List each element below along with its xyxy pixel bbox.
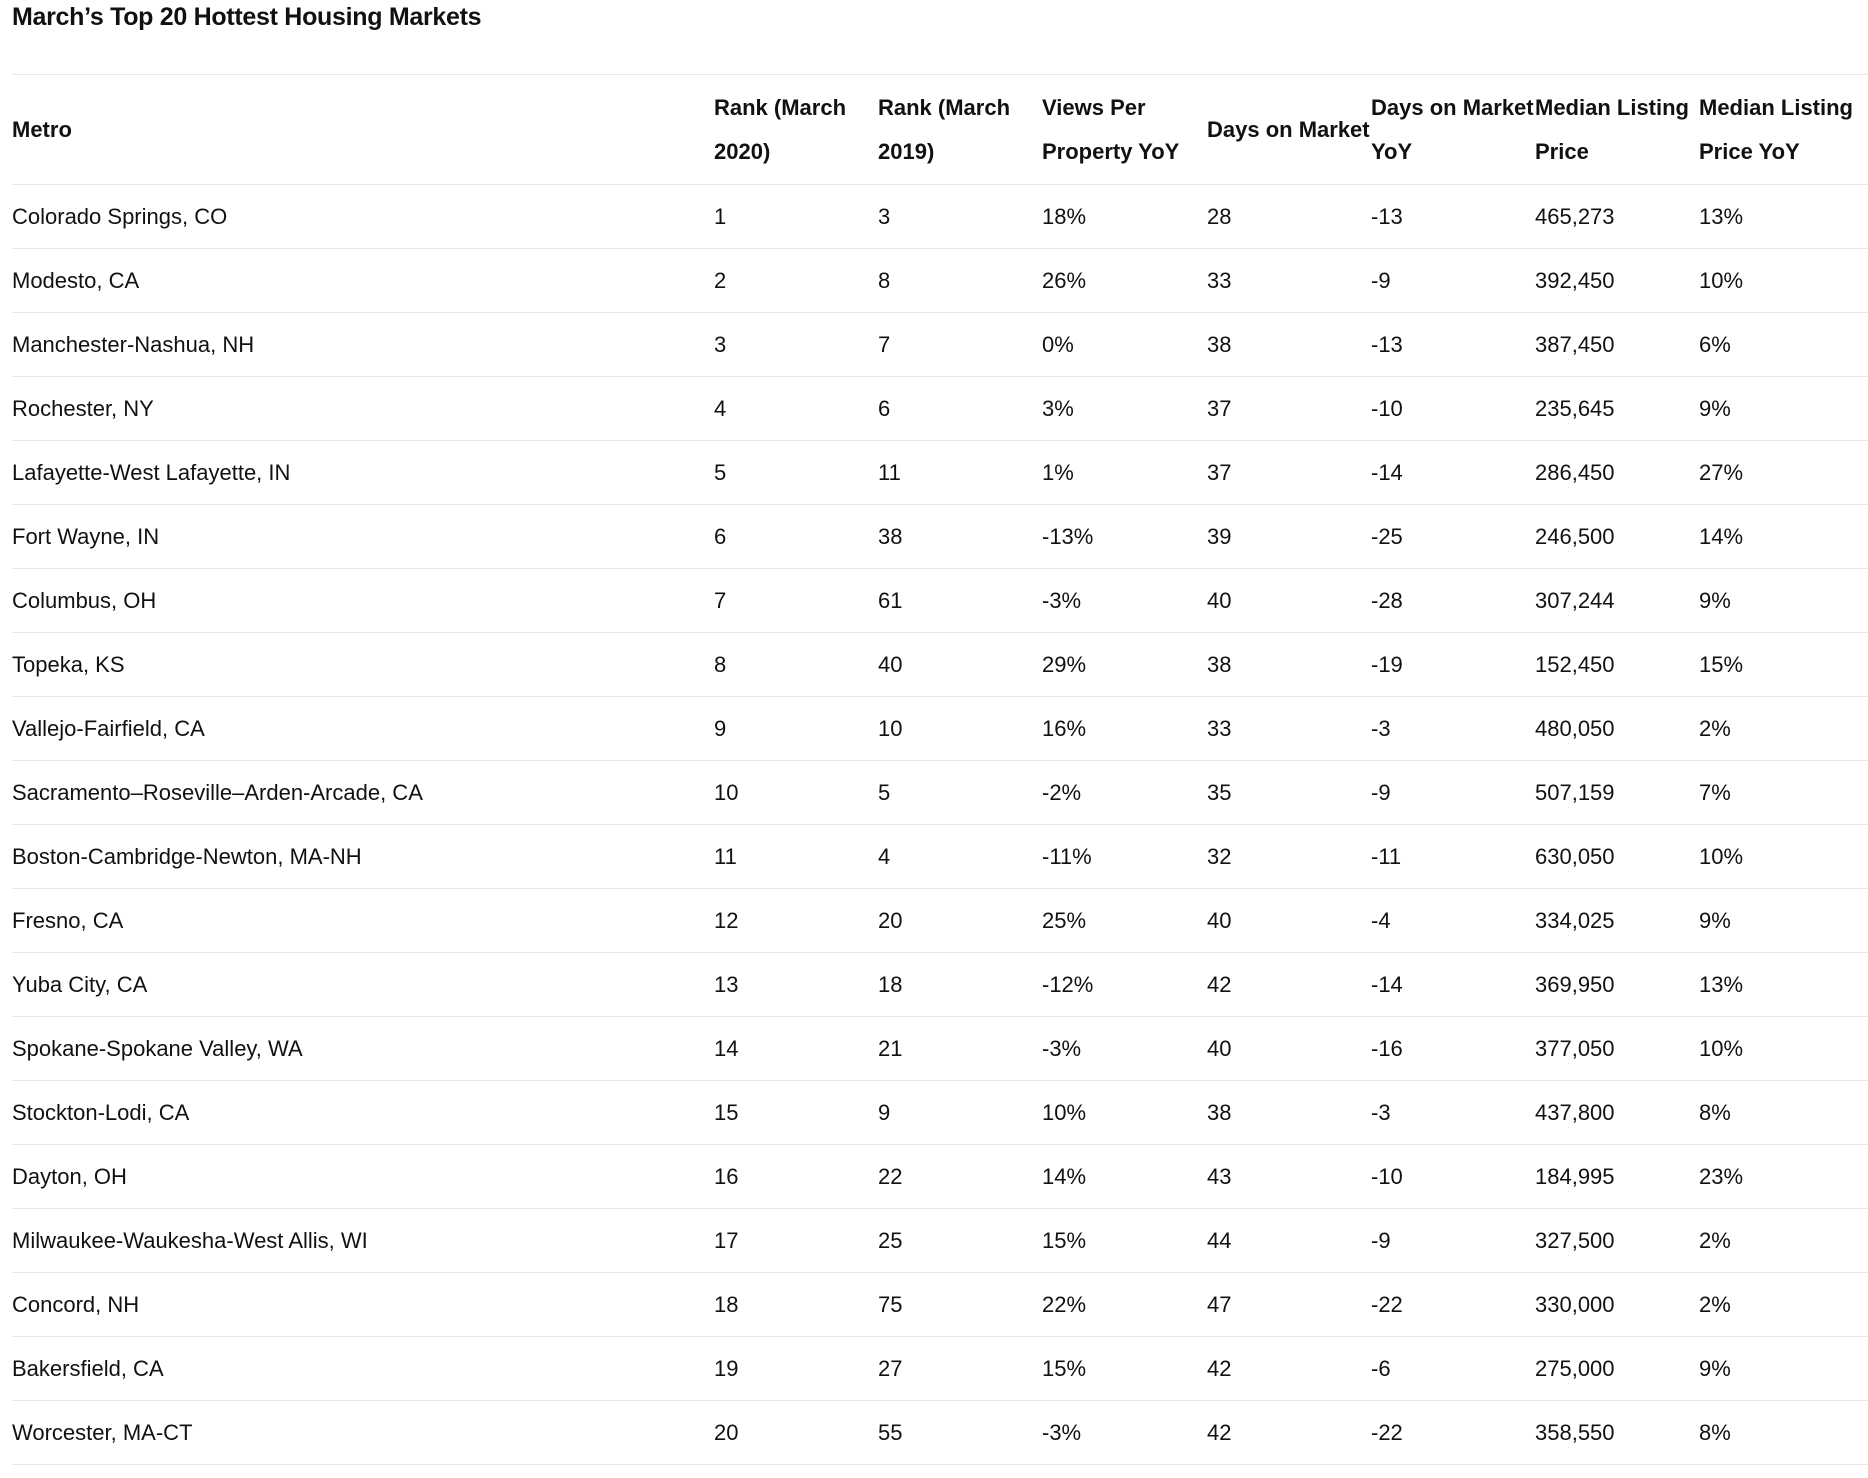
cell-rank-2020: 4 bbox=[714, 377, 878, 441]
cell-metro: Modesto, CA bbox=[12, 249, 714, 313]
cell-median-price-yoy: 6% bbox=[1699, 313, 1868, 377]
table-row bbox=[12, 505, 1868, 569]
cell-views-yoy: 18% bbox=[1042, 185, 1207, 249]
cell-rank-2019: 9 bbox=[878, 1081, 1042, 1145]
cell-median-price-yoy: 8% bbox=[1699, 1401, 1868, 1465]
table-row bbox=[12, 1337, 1868, 1401]
cell-rank-2020: 3 bbox=[714, 313, 878, 377]
cell-days-on-market: 28 bbox=[1207, 185, 1371, 249]
cell-rank-2019: 27 bbox=[878, 1337, 1042, 1401]
cell-median-price: 152,450 bbox=[1535, 633, 1699, 697]
cell-metro: Milwaukee-Waukesha-West Allis, WI bbox=[12, 1209, 714, 1273]
cell-days-on-market-yoy: -6 bbox=[1371, 1337, 1535, 1401]
cell-days-on-market: 42 bbox=[1207, 1337, 1371, 1401]
column-header-median-price-yoy: Median Listing Price YoY bbox=[1699, 75, 1868, 185]
cell-days-on-market: 43 bbox=[1207, 1145, 1371, 1209]
cell-rank-2020: 5 bbox=[714, 441, 878, 505]
cell-median-price-yoy: 23% bbox=[1699, 1145, 1868, 1209]
cell-days-on-market: 42 bbox=[1207, 953, 1371, 1017]
cell-days-on-market-yoy: -28 bbox=[1371, 569, 1535, 633]
cell-median-price: 392,450 bbox=[1535, 249, 1699, 313]
cell-rank-2019: 22 bbox=[878, 1145, 1042, 1209]
cell-days-on-market-yoy: -4 bbox=[1371, 889, 1535, 953]
cell-median-price: 358,550 bbox=[1535, 1401, 1699, 1465]
table-row bbox=[12, 825, 1868, 889]
cell-rank-2019: 4 bbox=[878, 825, 1042, 889]
cell-days-on-market-yoy: -10 bbox=[1371, 1145, 1535, 1209]
table-row bbox=[12, 185, 1868, 249]
cell-days-on-market-yoy: -16 bbox=[1371, 1017, 1535, 1081]
cell-metro: Vallejo-Fairfield, CA bbox=[12, 697, 714, 761]
cell-days-on-market-yoy: -3 bbox=[1371, 1081, 1535, 1145]
table-row bbox=[12, 1209, 1868, 1273]
cell-views-yoy: -11% bbox=[1042, 825, 1207, 889]
cell-days-on-market-yoy: -11 bbox=[1371, 825, 1535, 889]
cell-rank-2019: 6 bbox=[878, 377, 1042, 441]
cell-median-price: 507,159 bbox=[1535, 761, 1699, 825]
cell-rank-2019: 38 bbox=[878, 505, 1042, 569]
cell-rank-2020: 18 bbox=[714, 1273, 878, 1337]
cell-median-price: 437,800 bbox=[1535, 1081, 1699, 1145]
cell-rank-2020: 20 bbox=[714, 1401, 878, 1465]
cell-days-on-market: 37 bbox=[1207, 441, 1371, 505]
cell-views-yoy: -13% bbox=[1042, 505, 1207, 569]
cell-median-price: 377,050 bbox=[1535, 1017, 1699, 1081]
cell-days-on-market: 32 bbox=[1207, 825, 1371, 889]
cell-metro: Dayton, OH bbox=[12, 1145, 714, 1209]
cell-days-on-market: 40 bbox=[1207, 1017, 1371, 1081]
cell-views-yoy: 26% bbox=[1042, 249, 1207, 313]
cell-days-on-market-yoy: -22 bbox=[1371, 1273, 1535, 1337]
cell-views-yoy: -12% bbox=[1042, 953, 1207, 1017]
cell-rank-2019: 61 bbox=[878, 569, 1042, 633]
cell-median-price-yoy: 15% bbox=[1699, 633, 1868, 697]
table-row bbox=[12, 953, 1868, 1017]
cell-median-price-yoy: 14% bbox=[1699, 505, 1868, 569]
cell-metro: Topeka, KS bbox=[12, 633, 714, 697]
cell-rank-2019: 55 bbox=[878, 1401, 1042, 1465]
cell-rank-2019: 25 bbox=[878, 1209, 1042, 1273]
table-row bbox=[12, 1145, 1868, 1209]
cell-days-on-market-yoy: -14 bbox=[1371, 953, 1535, 1017]
cell-rank-2020: 6 bbox=[714, 505, 878, 569]
cell-views-yoy: -3% bbox=[1042, 569, 1207, 633]
column-header-median-price: Median Listing Price bbox=[1535, 75, 1699, 185]
cell-median-price-yoy: 2% bbox=[1699, 1273, 1868, 1337]
table-row bbox=[12, 697, 1868, 761]
cell-metro: Fort Wayne, IN bbox=[12, 505, 714, 569]
cell-rank-2019: 3 bbox=[878, 185, 1042, 249]
cell-rank-2020: 11 bbox=[714, 825, 878, 889]
cell-metro: Yuba City, CA bbox=[12, 953, 714, 1017]
cell-median-price: 327,500 bbox=[1535, 1209, 1699, 1273]
cell-median-price: 286,450 bbox=[1535, 441, 1699, 505]
cell-median-price: 246,500 bbox=[1535, 505, 1699, 569]
cell-median-price-yoy: 9% bbox=[1699, 569, 1868, 633]
page-title: March’s Top 20 Hottest Housing Markets bbox=[12, 3, 482, 31]
cell-days-on-market-yoy: -19 bbox=[1371, 633, 1535, 697]
cell-median-price-yoy: 7% bbox=[1699, 761, 1868, 825]
table-body bbox=[12, 185, 1868, 1465]
column-header-metro: Metro bbox=[12, 75, 714, 185]
cell-rank-2020: 7 bbox=[714, 569, 878, 633]
cell-median-price: 235,645 bbox=[1535, 377, 1699, 441]
table-header bbox=[12, 75, 1868, 185]
table-row bbox=[12, 1081, 1868, 1145]
cell-rank-2019: 10 bbox=[878, 697, 1042, 761]
cell-views-yoy: 0% bbox=[1042, 313, 1207, 377]
cell-rank-2020: 10 bbox=[714, 761, 878, 825]
table-row bbox=[12, 441, 1868, 505]
housing-markets-table bbox=[12, 74, 1868, 1465]
column-header-days-on-market: Days on Market bbox=[1207, 75, 1371, 185]
cell-median-price-yoy: 2% bbox=[1699, 1209, 1868, 1273]
cell-median-price-yoy: 9% bbox=[1699, 377, 1868, 441]
cell-metro: Bakersfield, CA bbox=[12, 1337, 714, 1401]
cell-days-on-market: 40 bbox=[1207, 889, 1371, 953]
cell-metro: Lafayette-West Lafayette, IN bbox=[12, 441, 714, 505]
cell-rank-2019: 18 bbox=[878, 953, 1042, 1017]
cell-median-price-yoy: 10% bbox=[1699, 825, 1868, 889]
table-row bbox=[12, 1401, 1868, 1465]
cell-views-yoy: 29% bbox=[1042, 633, 1207, 697]
column-header-days-on-market-yoy: Days on Market YoY bbox=[1371, 75, 1535, 185]
header-row bbox=[12, 75, 1868, 185]
cell-metro: Stockton-Lodi, CA bbox=[12, 1081, 714, 1145]
cell-median-price-yoy: 13% bbox=[1699, 185, 1868, 249]
cell-median-price: 184,995 bbox=[1535, 1145, 1699, 1209]
cell-days-on-market-yoy: -9 bbox=[1371, 1209, 1535, 1273]
cell-median-price-yoy: 8% bbox=[1699, 1081, 1868, 1145]
cell-metro: Boston-Cambridge-Newton, MA-NH bbox=[12, 825, 714, 889]
cell-days-on-market-yoy: -14 bbox=[1371, 441, 1535, 505]
cell-views-yoy: 25% bbox=[1042, 889, 1207, 953]
cell-views-yoy: 1% bbox=[1042, 441, 1207, 505]
cell-views-yoy: 22% bbox=[1042, 1273, 1207, 1337]
cell-rank-2019: 40 bbox=[878, 633, 1042, 697]
cell-metro: Concord, NH bbox=[12, 1273, 714, 1337]
cell-days-on-market-yoy: -13 bbox=[1371, 313, 1535, 377]
cell-median-price: 275,000 bbox=[1535, 1337, 1699, 1401]
cell-metro: Spokane-Spokane Valley, WA bbox=[12, 1017, 714, 1081]
cell-metro: Rochester, NY bbox=[12, 377, 714, 441]
cell-metro: Sacramento–Roseville–Arden-Arcade, CA bbox=[12, 761, 714, 825]
cell-days-on-market: 33 bbox=[1207, 249, 1371, 313]
cell-median-price: 630,050 bbox=[1535, 825, 1699, 889]
cell-metro: Manchester-Nashua, NH bbox=[12, 313, 714, 377]
cell-median-price: 465,273 bbox=[1535, 185, 1699, 249]
table-row bbox=[12, 377, 1868, 441]
cell-median-price-yoy: 10% bbox=[1699, 249, 1868, 313]
cell-rank-2019: 21 bbox=[878, 1017, 1042, 1081]
cell-days-on-market: 37 bbox=[1207, 377, 1371, 441]
cell-rank-2020: 1 bbox=[714, 185, 878, 249]
cell-rank-2020: 13 bbox=[714, 953, 878, 1017]
cell-rank-2020: 8 bbox=[714, 633, 878, 697]
cell-median-price-yoy: 9% bbox=[1699, 889, 1868, 953]
cell-rank-2019: 5 bbox=[878, 761, 1042, 825]
cell-views-yoy: 15% bbox=[1042, 1337, 1207, 1401]
cell-median-price-yoy: 10% bbox=[1699, 1017, 1868, 1081]
cell-days-on-market: 44 bbox=[1207, 1209, 1371, 1273]
cell-days-on-market: 40 bbox=[1207, 569, 1371, 633]
cell-days-on-market-yoy: -9 bbox=[1371, 249, 1535, 313]
table-row bbox=[12, 889, 1868, 953]
cell-days-on-market-yoy: -25 bbox=[1371, 505, 1535, 569]
cell-metro: Fresno, CA bbox=[12, 889, 714, 953]
cell-rank-2019: 75 bbox=[878, 1273, 1042, 1337]
cell-median-price: 387,450 bbox=[1535, 313, 1699, 377]
column-header-rank-2019: Rank (March 2019) bbox=[878, 75, 1042, 185]
cell-rank-2020: 15 bbox=[714, 1081, 878, 1145]
cell-days-on-market: 39 bbox=[1207, 505, 1371, 569]
cell-views-yoy: -3% bbox=[1042, 1401, 1207, 1465]
cell-rank-2020: 9 bbox=[714, 697, 878, 761]
cell-days-on-market-yoy: -3 bbox=[1371, 697, 1535, 761]
table-row bbox=[12, 249, 1868, 313]
cell-median-price-yoy: 2% bbox=[1699, 697, 1868, 761]
cell-median-price: 480,050 bbox=[1535, 697, 1699, 761]
cell-days-on-market-yoy: -9 bbox=[1371, 761, 1535, 825]
cell-median-price-yoy: 13% bbox=[1699, 953, 1868, 1017]
cell-days-on-market: 38 bbox=[1207, 1081, 1371, 1145]
column-header-rank-2020: Rank (March 2020) bbox=[714, 75, 878, 185]
table-row bbox=[12, 1017, 1868, 1081]
cell-rank-2020: 14 bbox=[714, 1017, 878, 1081]
cell-views-yoy: 3% bbox=[1042, 377, 1207, 441]
cell-views-yoy: 16% bbox=[1042, 697, 1207, 761]
cell-rank-2019: 8 bbox=[878, 249, 1042, 313]
cell-median-price: 330,000 bbox=[1535, 1273, 1699, 1337]
cell-rank-2020: 17 bbox=[714, 1209, 878, 1273]
cell-rank-2020: 16 bbox=[714, 1145, 878, 1209]
table-row bbox=[12, 761, 1868, 825]
cell-views-yoy: -3% bbox=[1042, 1017, 1207, 1081]
table-row bbox=[12, 313, 1868, 377]
cell-median-price: 307,244 bbox=[1535, 569, 1699, 633]
cell-metro: Colorado Springs, CO bbox=[12, 185, 714, 249]
table-row bbox=[12, 633, 1868, 697]
cell-days-on-market: 35 bbox=[1207, 761, 1371, 825]
cell-rank-2019: 11 bbox=[878, 441, 1042, 505]
cell-rank-2020: 19 bbox=[714, 1337, 878, 1401]
cell-rank-2020: 12 bbox=[714, 889, 878, 953]
table-row bbox=[12, 1273, 1868, 1337]
cell-views-yoy: -2% bbox=[1042, 761, 1207, 825]
cell-rank-2020: 2 bbox=[714, 249, 878, 313]
cell-days-on-market: 33 bbox=[1207, 697, 1371, 761]
cell-rank-2019: 20 bbox=[878, 889, 1042, 953]
cell-rank-2019: 7 bbox=[878, 313, 1042, 377]
cell-median-price-yoy: 9% bbox=[1699, 1337, 1868, 1401]
cell-days-on-market-yoy: -13 bbox=[1371, 185, 1535, 249]
cell-days-on-market: 47 bbox=[1207, 1273, 1371, 1337]
cell-days-on-market: 38 bbox=[1207, 633, 1371, 697]
cell-median-price: 334,025 bbox=[1535, 889, 1699, 953]
column-header-views-yoy: Views Per Property YoY bbox=[1042, 75, 1207, 185]
cell-views-yoy: 10% bbox=[1042, 1081, 1207, 1145]
cell-views-yoy: 14% bbox=[1042, 1145, 1207, 1209]
cell-metro: Columbus, OH bbox=[12, 569, 714, 633]
cell-median-price-yoy: 27% bbox=[1699, 441, 1868, 505]
cell-median-price: 369,950 bbox=[1535, 953, 1699, 1017]
cell-metro: Worcester, MA-CT bbox=[12, 1401, 714, 1465]
cell-days-on-market: 38 bbox=[1207, 313, 1371, 377]
cell-days-on-market-yoy: -22 bbox=[1371, 1401, 1535, 1465]
cell-views-yoy: 15% bbox=[1042, 1209, 1207, 1273]
table-row bbox=[12, 569, 1868, 633]
cell-days-on-market-yoy: -10 bbox=[1371, 377, 1535, 441]
cell-days-on-market: 42 bbox=[1207, 1401, 1371, 1465]
